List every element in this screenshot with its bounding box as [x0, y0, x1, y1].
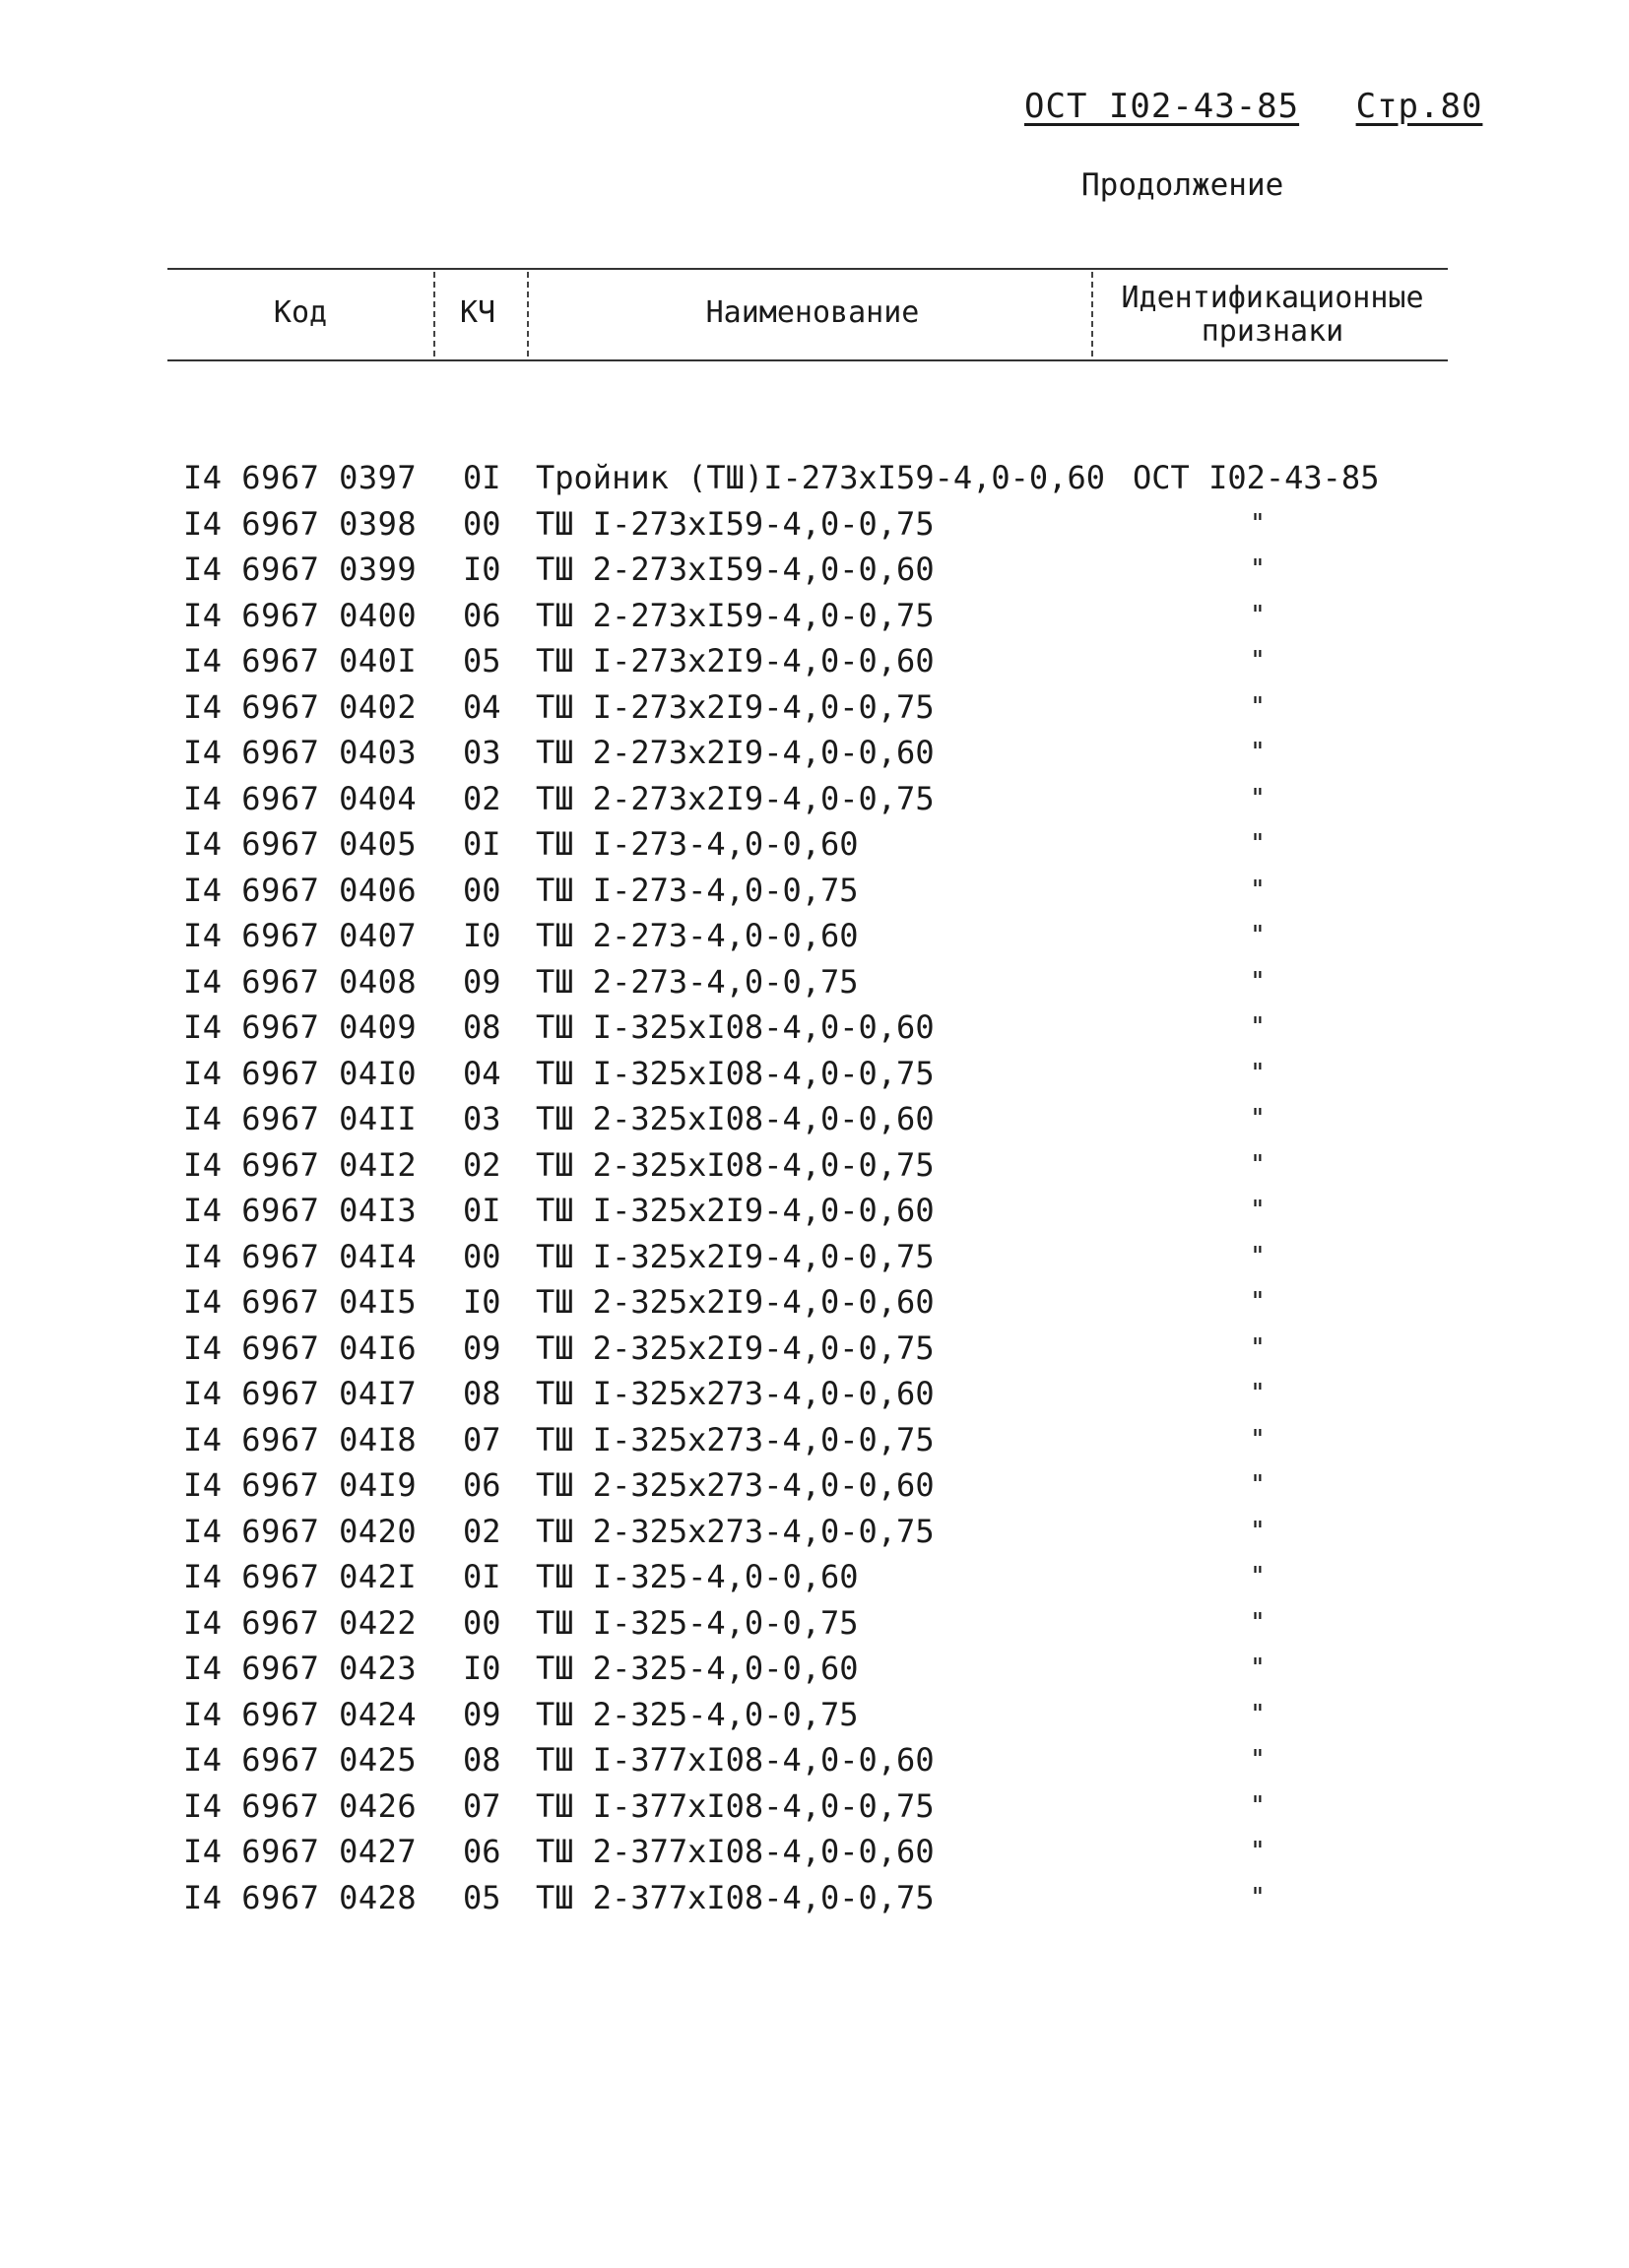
ditto-mark: " — [1250, 554, 1266, 584]
ditto-mark: " — [1250, 1790, 1266, 1821]
name-cell: ТШ 2-325xI08-4,0-0,60 — [536, 1100, 935, 1137]
table-body — [0, 455, 1629, 1920]
code-cell: I4 6967 04I3 — [183, 1192, 418, 1229]
table-row — [0, 868, 1629, 914]
table-row — [0, 1462, 1629, 1509]
kch-cell: 06 — [463, 596, 501, 634]
ident-cell: ОСТ I02-43-85 — [1133, 459, 1380, 496]
kch-cell: 05 — [463, 642, 501, 680]
kch-cell: 03 — [463, 1100, 501, 1137]
code-cell: I4 6967 0405 — [183, 825, 418, 863]
code-cell: I4 6967 0420 — [183, 1512, 418, 1550]
code-cell: I4 6967 04I8 — [183, 1420, 418, 1458]
ditto-mark: " — [1250, 1241, 1266, 1271]
table-row — [0, 501, 1629, 548]
table-row — [0, 1509, 1629, 1555]
name-cell: ТШ I-325x2I9-4,0-0,75 — [536, 1237, 935, 1275]
table-row — [0, 821, 1629, 868]
code-cell: I4 6967 0426 — [183, 1786, 418, 1825]
name-cell: ТШ I-273xI59-4,0-0,75 — [536, 504, 935, 543]
kch-cell: 00 — [463, 1603, 501, 1642]
code-cell: I4 6967 04I5 — [183, 1283, 418, 1321]
code-cell: I4 6967 040I — [183, 642, 418, 680]
name-cell: ТШ I-325x2I9-4,0-0,60 — [536, 1192, 935, 1229]
table-row — [0, 1600, 1629, 1647]
name-cell: ТШ I-325xI08-4,0-0,60 — [536, 1008, 935, 1046]
table-row — [0, 1279, 1629, 1326]
ditto-mark: " — [1250, 1379, 1266, 1408]
table-row — [0, 730, 1629, 776]
code-cell: I4 6967 0400 — [183, 596, 418, 634]
ditto-mark: " — [1250, 829, 1266, 859]
code-cell: I4 6967 04I4 — [183, 1237, 418, 1275]
kch-cell: 06 — [463, 1466, 501, 1504]
ditto-mark: " — [1250, 1058, 1266, 1088]
code-cell: I4 6967 0425 — [183, 1741, 418, 1779]
name-cell: ТШ 2-325x2I9-4,0-0,60 — [536, 1283, 935, 1321]
table-row — [0, 1646, 1629, 1692]
name-cell: ТШ I-377xI08-4,0-0,60 — [536, 1741, 935, 1779]
kch-cell: 0I — [463, 825, 501, 863]
document-header — [1024, 87, 1482, 126]
page-number: Стр.80 — [1355, 87, 1483, 126]
table-row — [0, 1692, 1629, 1738]
table-row — [0, 1004, 1629, 1051]
ditto-mark: " — [1250, 921, 1266, 950]
code-cell: I4 6967 0409 — [183, 1008, 418, 1046]
kch-cell: 05 — [463, 1878, 501, 1916]
column-header-kch: КЧ — [459, 295, 496, 330]
code-cell: I4 6967 04I7 — [183, 1375, 418, 1412]
code-cell: I4 6967 0428 — [183, 1878, 418, 1916]
kch-cell: I0 — [463, 1283, 501, 1321]
table-row — [0, 1234, 1629, 1280]
ditto-mark: " — [1250, 1332, 1266, 1363]
ditto-mark: " — [1250, 1104, 1266, 1134]
kch-cell: 09 — [463, 962, 501, 1001]
kch-cell: 00 — [463, 871, 501, 909]
table-row — [0, 1554, 1629, 1600]
kch-cell: 08 — [463, 1375, 501, 1412]
column-header-code: Код — [273, 295, 328, 330]
kch-cell: I0 — [463, 1650, 501, 1687]
table-row — [0, 1417, 1629, 1463]
kch-cell: 07 — [463, 1420, 501, 1458]
name-cell: ТШ I-325xI08-4,0-0,75 — [536, 1054, 935, 1092]
kch-cell: 08 — [463, 1008, 501, 1046]
ditto-mark: " — [1250, 1424, 1266, 1455]
standard-code: ОСТ I02-43-85 — [1024, 87, 1300, 126]
table-row — [0, 638, 1629, 684]
ditto-mark: " — [1250, 1149, 1266, 1180]
table-row — [0, 455, 1629, 501]
kch-cell: 02 — [463, 1512, 501, 1550]
ditto-mark: " — [1250, 1470, 1266, 1500]
ditto-mark: " — [1250, 646, 1266, 676]
column-header-name: Наименование — [705, 295, 920, 330]
table-row — [0, 684, 1629, 731]
column-divider — [527, 272, 529, 356]
table-row — [0, 1051, 1629, 1097]
name-cell: ТШ 2-325xI08-4,0-0,75 — [536, 1145, 935, 1184]
ditto-mark: " — [1250, 691, 1266, 722]
ditto-mark: " — [1250, 875, 1266, 905]
name-cell: ТШ 2-377xI08-4,0-0,60 — [536, 1833, 935, 1870]
name-cell: ТШ 2-325x273-4,0-0,75 — [536, 1512, 935, 1550]
kch-cell: 03 — [463, 734, 501, 771]
name-cell: ТШ 2-273x2I9-4,0-0,75 — [536, 779, 935, 817]
name-cell: ТШ 2-377xI08-4,0-0,75 — [536, 1878, 935, 1916]
ditto-mark: " — [1250, 1699, 1266, 1729]
code-cell: I4 6967 04II — [183, 1100, 418, 1137]
table-row — [0, 1371, 1629, 1417]
ditto-mark: " — [1250, 1012, 1266, 1042]
code-cell: I4 6967 0427 — [183, 1833, 418, 1870]
table-row — [0, 1737, 1629, 1783]
name-cell: ТШ 2-273-4,0-0,60 — [536, 917, 859, 954]
name-cell: ТШ I-273-4,0-0,75 — [536, 871, 859, 909]
name-cell: ТШ I-273-4,0-0,60 — [536, 825, 859, 863]
ditto-mark: " — [1250, 508, 1266, 539]
kch-cell: 06 — [463, 1833, 501, 1870]
code-cell: I4 6967 0406 — [183, 871, 418, 909]
kch-cell: 04 — [463, 1054, 501, 1092]
code-cell: I4 6967 04I0 — [183, 1054, 418, 1092]
kch-cell: 07 — [463, 1786, 501, 1825]
code-cell: I4 6967 0408 — [183, 962, 418, 1001]
table-row — [0, 1142, 1629, 1189]
name-cell: ТШ I-325x273-4,0-0,60 — [536, 1375, 935, 1412]
kch-cell: 00 — [463, 504, 501, 543]
kch-cell: 0I — [463, 459, 501, 496]
table-row — [0, 1875, 1629, 1921]
table-row — [0, 593, 1629, 639]
kch-cell: I0 — [463, 917, 501, 954]
ditto-mark: " — [1250, 1653, 1266, 1683]
kch-cell: I0 — [463, 551, 501, 588]
kch-cell: 09 — [463, 1695, 501, 1733]
ditto-mark: " — [1250, 1196, 1266, 1225]
kch-cell: 0I — [463, 1558, 501, 1595]
name-cell: Тройник (ТШ)I-273xI59-4,0-0,60 — [536, 459, 1105, 496]
code-cell: I4 6967 04I9 — [183, 1466, 418, 1504]
name-cell: ТШ 2-325-4,0-0,75 — [536, 1695, 859, 1733]
column-header-ident: Идентификационные признаки — [1121, 281, 1424, 349]
table-row — [0, 959, 1629, 1005]
ditto-mark: " — [1250, 1882, 1266, 1912]
code-cell: I4 6967 0424 — [183, 1695, 418, 1733]
table-row — [0, 776, 1629, 822]
code-cell: I4 6967 0404 — [183, 779, 418, 817]
kch-cell: 09 — [463, 1328, 501, 1367]
table-header-rule — [167, 359, 1448, 361]
name-cell: ТШ I-325-4,0-0,75 — [536, 1603, 859, 1642]
name-cell: ТШ 2-325x273-4,0-0,60 — [536, 1466, 935, 1504]
code-cell: I4 6967 0422 — [183, 1603, 418, 1642]
ditto-mark: " — [1250, 600, 1266, 630]
kch-cell: 04 — [463, 687, 501, 726]
ditto-mark: " — [1250, 783, 1266, 813]
table-row — [0, 913, 1629, 959]
ditto-mark: " — [1250, 1516, 1266, 1546]
code-cell: I4 6967 042I — [183, 1558, 418, 1595]
ditto-mark: " — [1250, 1745, 1266, 1775]
name-cell: ТШ 2-325-4,0-0,60 — [536, 1650, 859, 1687]
table-row — [0, 547, 1629, 593]
kch-cell: 08 — [463, 1741, 501, 1779]
code-cell: I4 6967 0399 — [183, 551, 418, 588]
table-top-rule — [167, 268, 1448, 270]
code-cell: I4 6967 0403 — [183, 734, 418, 771]
name-cell: ТШ 2-273xI59-4,0-0,75 — [536, 596, 935, 634]
kch-cell: 02 — [463, 779, 501, 817]
table-row — [0, 1829, 1629, 1875]
name-cell: ТШ I-325-4,0-0,60 — [536, 1558, 859, 1595]
name-cell: ТШ I-273x2I9-4,0-0,75 — [536, 687, 935, 726]
name-cell: ТШ I-325x273-4,0-0,75 — [536, 1420, 935, 1458]
code-cell: I4 6967 04I6 — [183, 1328, 418, 1367]
ditto-mark: " — [1250, 1607, 1266, 1638]
name-cell: ТШ 2-273-4,0-0,75 — [536, 962, 859, 1001]
ditto-mark: " — [1250, 1287, 1266, 1317]
kch-cell: 0I — [463, 1192, 501, 1229]
kch-cell: 00 — [463, 1237, 501, 1275]
name-cell: ТШ 2-325x2I9-4,0-0,75 — [536, 1328, 935, 1367]
table-row — [0, 1783, 1629, 1830]
code-cell: I4 6967 0397 — [183, 459, 418, 496]
kch-cell: 02 — [463, 1145, 501, 1184]
table-row — [0, 1096, 1629, 1142]
table-row — [0, 1326, 1629, 1372]
name-cell: ТШ I-377xI08-4,0-0,75 — [536, 1786, 935, 1825]
name-cell: ТШ I-273x2I9-4,0-0,60 — [536, 642, 935, 680]
code-cell: I4 6967 0407 — [183, 917, 418, 954]
ditto-mark: " — [1250, 1562, 1266, 1591]
ditto-mark: " — [1250, 738, 1266, 767]
code-cell: I4 6967 0423 — [183, 1650, 418, 1687]
code-cell: I4 6967 0398 — [183, 504, 418, 543]
ditto-mark: " — [1250, 966, 1266, 997]
code-cell: I4 6967 0402 — [183, 687, 418, 726]
name-cell: ТШ 2-273x2I9-4,0-0,60 — [536, 734, 935, 771]
table-row — [0, 1188, 1629, 1234]
name-cell: ТШ 2-273xI59-4,0-0,60 — [536, 551, 935, 588]
code-cell: I4 6967 04I2 — [183, 1145, 418, 1184]
continuation-label: Продолжение — [1081, 167, 1284, 203]
ditto-mark: " — [1250, 1837, 1266, 1866]
